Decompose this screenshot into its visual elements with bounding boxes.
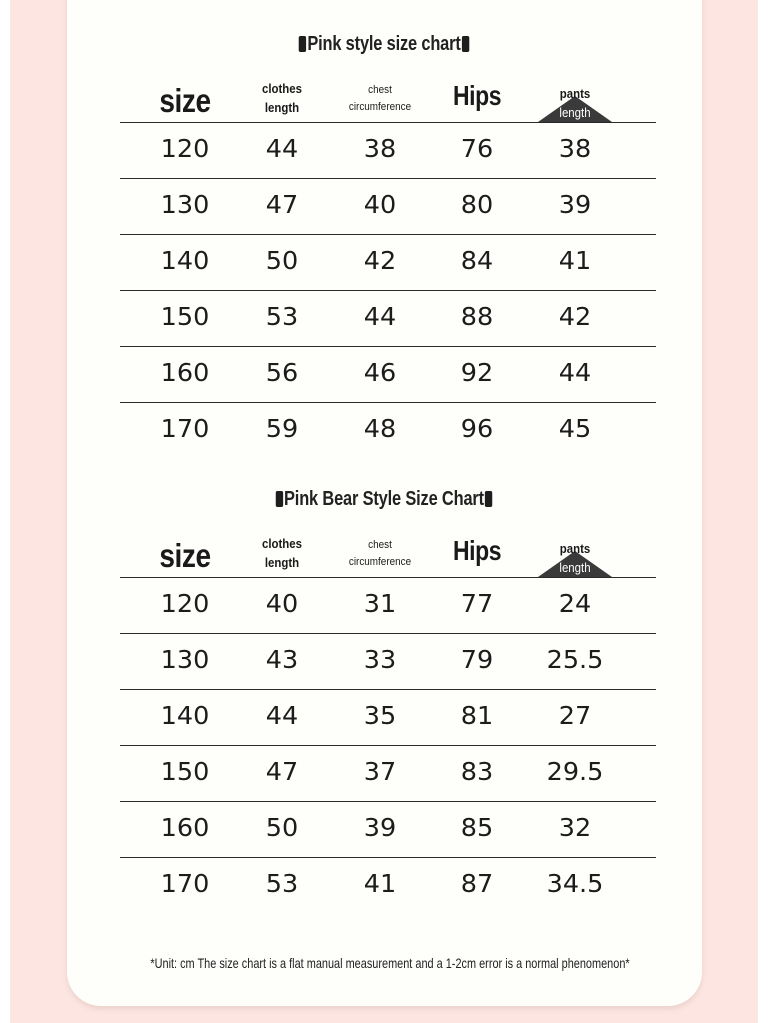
table-cell: 87 <box>460 869 494 898</box>
table-cell: 29.5 <box>546 757 604 786</box>
table-cell: 56 <box>265 358 299 387</box>
row-divider <box>120 178 656 179</box>
header-chest-circumference <box>331 537 430 571</box>
table-cell: 85 <box>460 813 494 842</box>
table-cell: 79 <box>460 645 494 674</box>
header-pants-length <box>538 541 612 577</box>
table-cell: 96 <box>460 414 494 443</box>
header-hips: Hips <box>452 535 502 566</box>
row-divider <box>120 801 656 802</box>
table-cell: 44 <box>265 134 299 163</box>
row-divider <box>120 346 656 347</box>
table-cell: 84 <box>460 246 494 275</box>
header-clothes-bottom: length <box>264 100 300 115</box>
table-cell: 170 <box>160 869 210 898</box>
table-cell: 160 <box>160 813 210 842</box>
table-cell: 140 <box>160 246 210 275</box>
table-cell: 130 <box>160 645 210 674</box>
table-cell: 32 <box>558 813 592 842</box>
header-clothes-bottom: length <box>264 555 300 570</box>
table-cell: 41 <box>363 869 397 898</box>
table-cell: 27 <box>558 701 592 730</box>
table-cell: 150 <box>160 757 210 786</box>
table-cell: 170 <box>160 414 210 443</box>
row-divider <box>120 689 656 690</box>
unit-footnote: *Unit: cm The size chart is a flat manual measurement and a 1-2cm error is a normal phenomenon* <box>150 955 630 971</box>
table-cell: 38 <box>363 134 397 163</box>
table-cell: 44 <box>265 701 299 730</box>
table-cell: 45 <box>558 414 592 443</box>
table-cell: 42 <box>558 302 592 331</box>
table-cell: 39 <box>363 813 397 842</box>
table-cell: 88 <box>460 302 494 331</box>
table-cell: 53 <box>265 869 299 898</box>
header-rule <box>120 122 656 123</box>
table-cell: 59 <box>265 414 299 443</box>
header-clothes-length <box>238 79 326 117</box>
table-title <box>69 488 699 511</box>
table-cell: 44 <box>558 358 592 387</box>
row-divider <box>120 402 656 403</box>
header-clothes-length <box>238 534 326 572</box>
missing-glyph-icon <box>299 36 306 52</box>
table-cell: 42 <box>363 246 397 275</box>
missing-glyph-icon <box>485 491 492 507</box>
table-cell: 130 <box>160 190 210 219</box>
table-cell: 92 <box>460 358 494 387</box>
header-pants-bottom: length <box>559 105 591 120</box>
table-cell: 44 <box>363 302 397 331</box>
table-title-text: Pink style size chart <box>307 33 461 55</box>
table-cell: 43 <box>265 645 299 674</box>
table-cell: 50 <box>265 246 299 275</box>
table-cell: 80 <box>460 190 494 219</box>
table-cell: 76 <box>460 134 494 163</box>
table-cell: 38 <box>558 134 592 163</box>
row-divider <box>120 234 656 235</box>
table-cell: 40 <box>363 190 397 219</box>
table-cell: 33 <box>363 645 397 674</box>
header-pants-length <box>538 86 612 122</box>
header-chest-circumference <box>331 82 430 116</box>
table-cell: 77 <box>460 589 494 618</box>
missing-glyph-icon <box>276 491 283 507</box>
table-cell: 35 <box>363 701 397 730</box>
missing-glyph-icon <box>461 36 468 52</box>
header-size: size <box>159 82 211 119</box>
header-clothes-top: clothes <box>261 81 303 96</box>
table-title <box>69 33 699 56</box>
table-title-text: Pink Bear Style Size Chart <box>284 488 484 510</box>
header-pants-top: pants <box>559 541 591 556</box>
row-divider <box>120 745 656 746</box>
table-cell: 24 <box>558 589 592 618</box>
table-cell: 160 <box>160 358 210 387</box>
table-cell: 25.5 <box>546 645 604 674</box>
header-chest-top: chest <box>368 84 392 96</box>
header-size: size <box>159 537 211 574</box>
row-divider <box>120 857 656 858</box>
header-chest-top: chest <box>368 539 392 551</box>
table-cell: 46 <box>363 358 397 387</box>
row-divider <box>120 290 656 291</box>
header-chest-bottom: circumference <box>348 556 412 568</box>
table-cell: 83 <box>460 757 494 786</box>
table-cell: 40 <box>265 589 299 618</box>
table-cell: 120 <box>160 589 210 618</box>
table-cell: 120 <box>160 134 210 163</box>
row-divider <box>120 633 656 634</box>
header-clothes-top: clothes <box>261 536 303 551</box>
table-cell: 34.5 <box>546 869 604 898</box>
table-cell: 150 <box>160 302 210 331</box>
table-cell: 37 <box>363 757 397 786</box>
header-rule <box>120 577 656 578</box>
table-cell: 81 <box>460 701 494 730</box>
table-cell: 47 <box>265 757 299 786</box>
table-cell: 53 <box>265 302 299 331</box>
header-pants-bottom: length <box>559 560 591 575</box>
table-cell: 31 <box>363 589 397 618</box>
table-cell: 140 <box>160 701 210 730</box>
header-pants-top: pants <box>559 86 591 101</box>
table-cell: 41 <box>558 246 592 275</box>
header-chest-bottom: circumference <box>348 101 412 113</box>
table-cell: 48 <box>363 414 397 443</box>
table-cell: 47 <box>265 190 299 219</box>
table-cell: 39 <box>558 190 592 219</box>
header-hips: Hips <box>452 80 502 111</box>
table-cell: 50 <box>265 813 299 842</box>
